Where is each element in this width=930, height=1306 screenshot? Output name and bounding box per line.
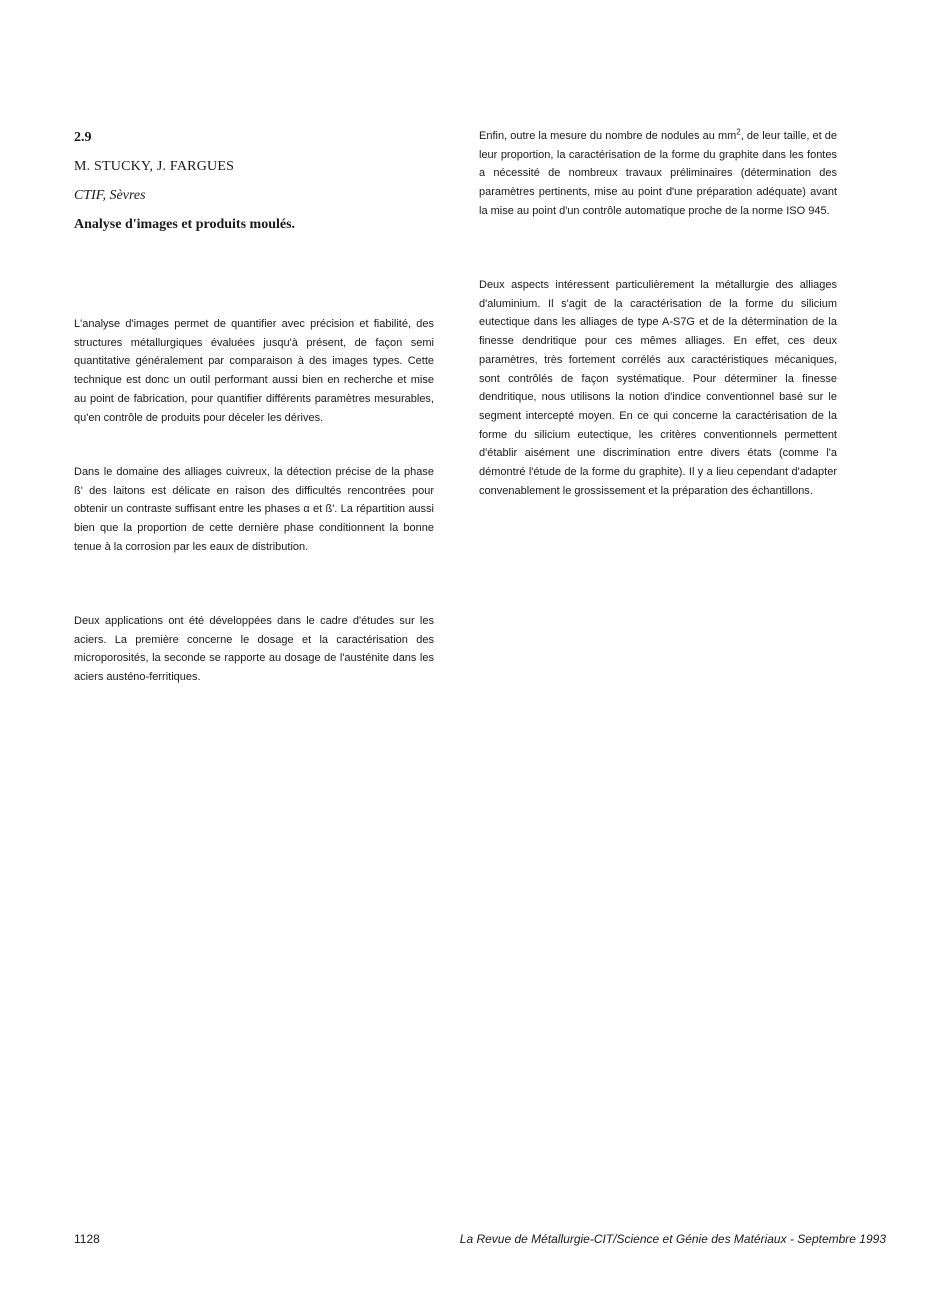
left-paragraph-2: Dans le domaine des alliages cuivreux, la détection précise de la phase ß' des laitons est délicate en raison des difficultés rencontrées pour obtenir un contraste suffisant entre les phases α et ß'. La répartition aussi bien que la proportion de cette dernière phase conditionnent la bonne tenue à la corrosion par les eaux de distribution. xyxy=(74,466,434,553)
authors: M. STUCKY, J. FARGUES xyxy=(74,159,235,174)
left-paragraph-3: Deux applications ont été développées dans le cadre d'études sur les aciers. La première concerne le dosage et la caractérisation des microporosités, la seconde se rapporte au dosage de l'austénite dans les aciers austéno-ferritiques. xyxy=(74,615,434,684)
article-header xyxy=(74,130,454,233)
right-paragraph-1 xyxy=(479,127,837,221)
section-number: 2.9 xyxy=(74,130,92,145)
superscript-two: 2 xyxy=(736,127,741,137)
article-title: Analyse d'images et produits moulés. xyxy=(74,217,296,232)
journal-footer: La Revue de Métallurgie-CIT/Science et Génie des Matériaux - Septembre 1993 xyxy=(459,1232,886,1246)
left-paragraph-1: L'analyse d'images permet de quantifier avec précision et fiabilité, des structures métallurgiques évaluées jusqu'à présent, de façon semi quantitative généralement par comparaison à des images types. Cette technique est donc un outil performant aussi bien en recherche et mise au point de fabrication, pour quantifier différents paramètres mesurables, qu'en contrôle de produits pour déceler les dérives. xyxy=(74,318,434,424)
page-number: 1128 xyxy=(74,1232,100,1246)
right-paragraph-2: Deux aspects intéressent particulièrement la métallurgie des alliages d'aluminium. Il s'agit de la caractérisation de la forme du silicium eutectique dans les alliages de type A-S7G et de la détermination de la finesse dendritique pour ces mêmes alliages. En effet, ces deux paramètres, très fortement corrélés aux caractéristiques mécaniques, sont contrôlés de façon systématique. Pour déterminer la finesse dendritique, nous utilisons la notion d'indice conventionnel basé sur le segment intercepté moyen. En ce qui concerne la caractérisation de la forme du silicium eutectique, les critères conventionnels permettent d'établir aisément une discrimination entre divers états (comme l'a démontré l'étude de la forme du graphite). Il y a lieu cependant d'adapter convenablement le grossissement et la préparation des échantillons. xyxy=(479,279,837,497)
right-paragraph-1-part-a: Enfin, outre la mesure du nombre de nodules au mm xyxy=(479,130,737,142)
right-paragraph-1-part-b: , de leur taille, et de leur proportion, la caractérisation de la forme du graphite dans les fontes a nécessité de nombreux travaux préliminaires (détermination des paramètres pertinents, mise au point d'une préparation adéquate) avant la mise au point d'un contrôle automatique proche de la norme ISO 945. xyxy=(479,130,837,217)
affiliation: CTIF, Sèvres xyxy=(74,188,146,203)
